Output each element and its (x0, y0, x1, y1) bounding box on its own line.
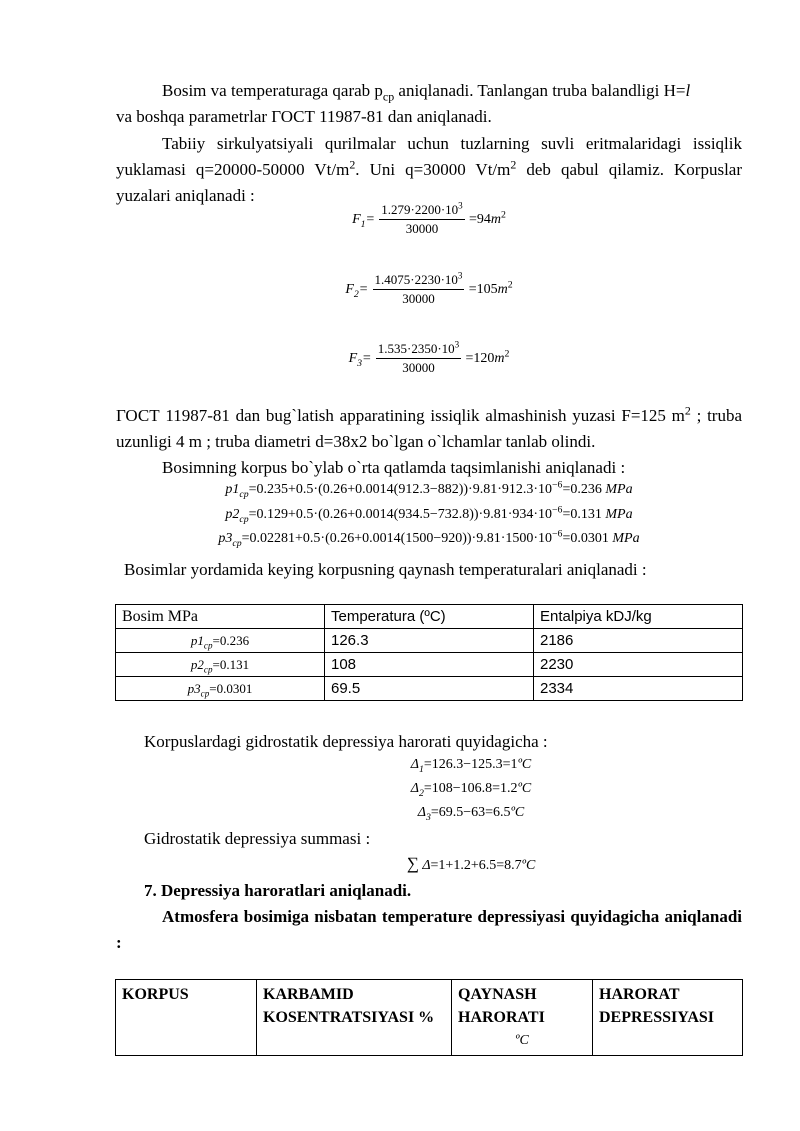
pressure-temperature-table (115, 604, 743, 701)
paragraph-boiling-temps: Bosimlar yordamida keying korpusning qaynash temperaturalari aniqlanadi : (124, 560, 647, 579)
table-header-cell: KORPUS (116, 980, 257, 1056)
formula-f2: $F_2=$ $\frac{1.4075\cdot 2230\cdot 10^3}{30000}$ $=105m^2$ (345, 270, 513, 306)
table-row (116, 629, 743, 653)
table-cell-temperature: 108 (325, 653, 534, 677)
pressure-equation-2: $p2_{cp}=0.129+0.5\cdot(0.26+0.0014(934.5-732.8))\cdot 9.81\cdot 934\cdot 10^{-6}=0.131$ MPa (225, 504, 633, 525)
table-row (116, 653, 743, 677)
table-header-row (116, 980, 743, 1056)
table-cell-pressure: $p2_{cp}=0.131$ (116, 653, 325, 677)
table-header-cell: Entalpiya kDJ/kg (534, 605, 743, 629)
paragraph-intro: Bosim va temperaturaga qarab $p_{cp}$ aniqlanadi. Tanlangan truba balandligi H=l (162, 81, 691, 104)
pressure-equation-3: $p3_{cp}=0.02281+0.5\cdot(0.26+0.0014(1500-920))\cdot 9.81\cdot 1500\cdot 10^{-6}=0.0301$ MPa (218, 528, 640, 549)
paragraph-intro-line2: va boshqa parametrlar ГОСТ 11987-81 dan aniqlanadi. (116, 107, 492, 126)
table-header-cell: Bosim MPa (116, 605, 325, 629)
paragraph-gost-selection: ГОСТ 11987-81 dan bug`latish apparatining issiqlik almashinish yuzasi F=125 $m^2$ ; truba uzunligi 4 m ; truba diametri d=38x2 bo`lgan o`lchamlar tanlab olindi. (116, 403, 743, 451)
section-heading: 7. Depressiya haroratlari aniqlanadi. (144, 881, 412, 900)
paragraph-pressure-distribution: Bosimning korpus bo`ylab o`rta qatlamda taqsimlanishi aniqlanadi : (162, 458, 626, 477)
formula-f1: $F_1=$ $\frac{1.279\cdot 2200\cdot 10^3}{30000}$ $=94m^2$ (352, 200, 506, 236)
table-cell-temperature: 69.5 (325, 677, 534, 701)
formula-f3: $F_3=$ $\frac{1.535\cdot 2350\cdot 10^3}{30000}$ $=120m^2$ (348, 339, 510, 375)
table-cell-enthalpy: 2230 (534, 653, 743, 677)
sum-equation: ∑ Δ=1+1.2+6.5=8.7ºC (406, 854, 536, 873)
paragraph-heat-load: Tabiiy sirkulyatsiyali qurilmalar uchun tuzlarning suvli eritmalaridagi issiqlik yuklamasi q=20000-50000 $Vt/m^2$. Uni q=30000 $Vt/m^2$ deb qabul qilamiz. Korpuslar yuzalari aniqlanadi : (116, 134, 743, 205)
table-header-cell: Temperatura (ºC) (325, 605, 534, 629)
table-header-cell: KARBAMID KOSENTRATSIYASI % (257, 980, 452, 1056)
paragraph-hydrostatic: Korpuslardagi gidrostatik depressiya harorati quyidagicha : (144, 732, 548, 751)
depression-table (115, 979, 743, 1056)
paragraph-sum: Gidrostatik depressiya summasi : (144, 829, 371, 848)
table-row (116, 677, 743, 701)
pressure-equation-1: $p1_{cp}=0.235+0.5\cdot(0.26+0.0014(912.3-882))\cdot 9.81\cdot 912.3\cdot 10^{-6}=0.236$ MPa (225, 479, 633, 500)
table-cell-pressure: $p3_{cp}=0.0301$ (116, 677, 325, 701)
delta-equation-1: $\Delta_1=126.3-125.3=1ºC$ (410, 757, 532, 775)
table-header-cell: HARORAT DEPRESSIYASI (593, 980, 743, 1056)
delta-equation-2: $\Delta_2=108-106.8=1.2ºC$ (410, 781, 532, 799)
table-cell-pressure: $p1_{cp}=0.236$ (116, 629, 325, 653)
delta-equation-3: $\Delta_3=69.5-63=6.5ºC$ (417, 805, 525, 823)
paragraph-depression: Atmosfera bosimiga nisbatan temperature depressiyasi quyidagicha aniqlanadi : (116, 907, 742, 952)
table-header-cell: QAYNASH HARORATI ºC (452, 980, 593, 1056)
table-cell-enthalpy: 2334 (534, 677, 743, 701)
table-cell-temperature: 126.3 (325, 629, 534, 653)
table-cell-enthalpy: 2186 (534, 629, 743, 653)
table-header-row (116, 605, 743, 629)
